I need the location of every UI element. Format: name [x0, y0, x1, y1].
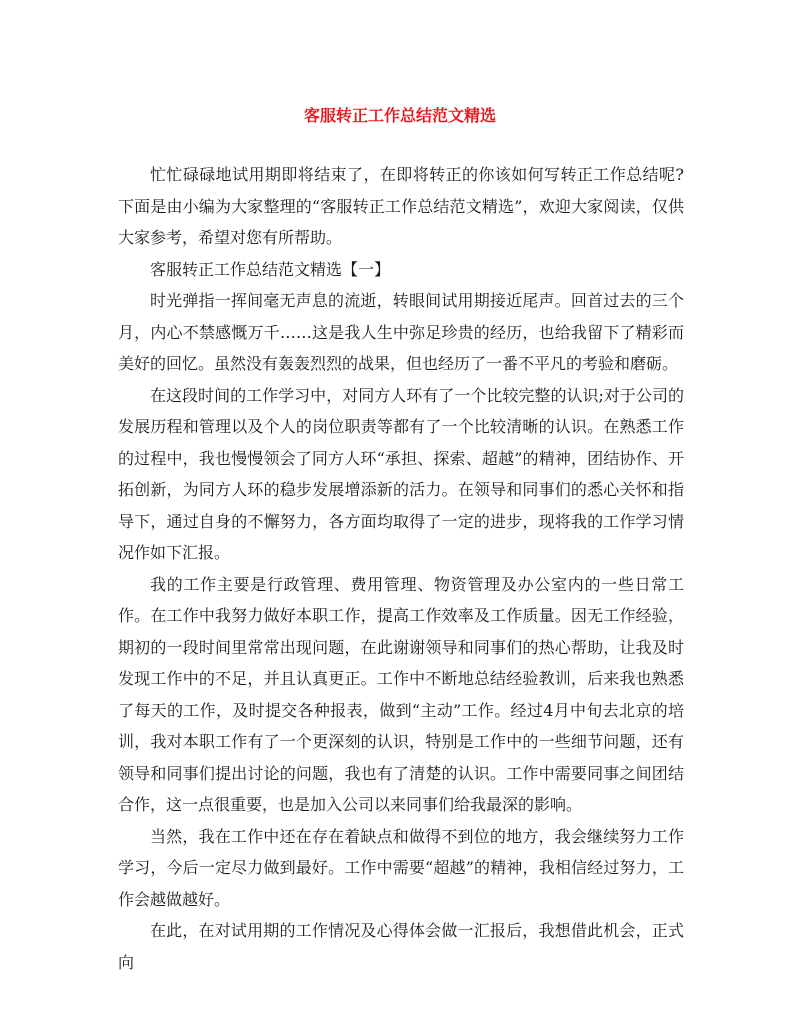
paragraph-intro: 忙忙碌碌地试用期即将结束了，在即将转正的你该如何写转正工作总结呢?下面是由小编为大家整理的“客服转正工作总结范文精选”，欢迎大家阅读，仅供大家参考，希望对您有所帮助。: [118, 165, 684, 247]
paragraph: 我的工作主要是行政管理、费用管理、物资管理及办公室内的一些日常工作。在工作中我努力做好本职工作，提高工作效率及工作质量。因无工作经验，期初的一段时间里常常出现问题，在此谢谢领导和同事们的热心帮助，让我及时发现工作中的不足，并且认真更正。工作中不断地总结经验教训，后来我也熟悉了每天的工作，及时提交各种报表，做到“主动”工作。经过4月中旬去北京的培训，我对本职工作有了一个更深刻的认识，特别是工作中的一些细节问题，还有领导和同事们提出讨论的问题，我也有了清楚的认识。工作中需要同事之间团结合作，这一点很重要，也是加入公司以来同事们给我最深的影响。: [118, 574, 684, 814]
document-body: [118, 159, 684, 978]
paragraph: 在这段时间的工作学习中，对同方人环有了一个比较完整的认识;对于公司的发展历程和管理以及个人的岗位职责等都有了一个比较清晰的认识。在熟悉工作的过程中，我也慢慢领会了同方人环“承担、探索、超越”的精神，团结协作、开拓创新，为同方人环的稳步发展增添新的活力。在领导和同事们的悉心关怀和指导下，通过自身的不懈努力，各方面均取得了一定的进步，现将我的工作学习情况作如下汇报。: [118, 385, 684, 562]
paragraph: 在此，在对试用期的工作情况及心得体会做一汇报后，我想借此机会，正式向: [118, 921, 684, 972]
paragraph: 当然，我在工作中还在存在着缺点和做得不到位的地方，我会继续努力工作学习，今后一定尽力做到最好。工作中需要“超越”的精神，我相信经过努力，工作会越做越好。: [118, 826, 684, 909]
section-heading: 客服转正工作总结范文精选【一】: [150, 259, 391, 279]
paragraph: 时光弹指一挥间毫无声息的流逝，转眼间试用期接近尾声。回首过去的三个月，内心不禁感慨万千……这是我人生中弥足珍贵的经历，也给我留下了精彩而美好的回忆。虽然没有轰轰烈烈的战果，但也经历了一番不平凡的考验和磨砺。: [118, 291, 684, 373]
document-title: 客服转正工作总结范文精选: [303, 106, 496, 125]
